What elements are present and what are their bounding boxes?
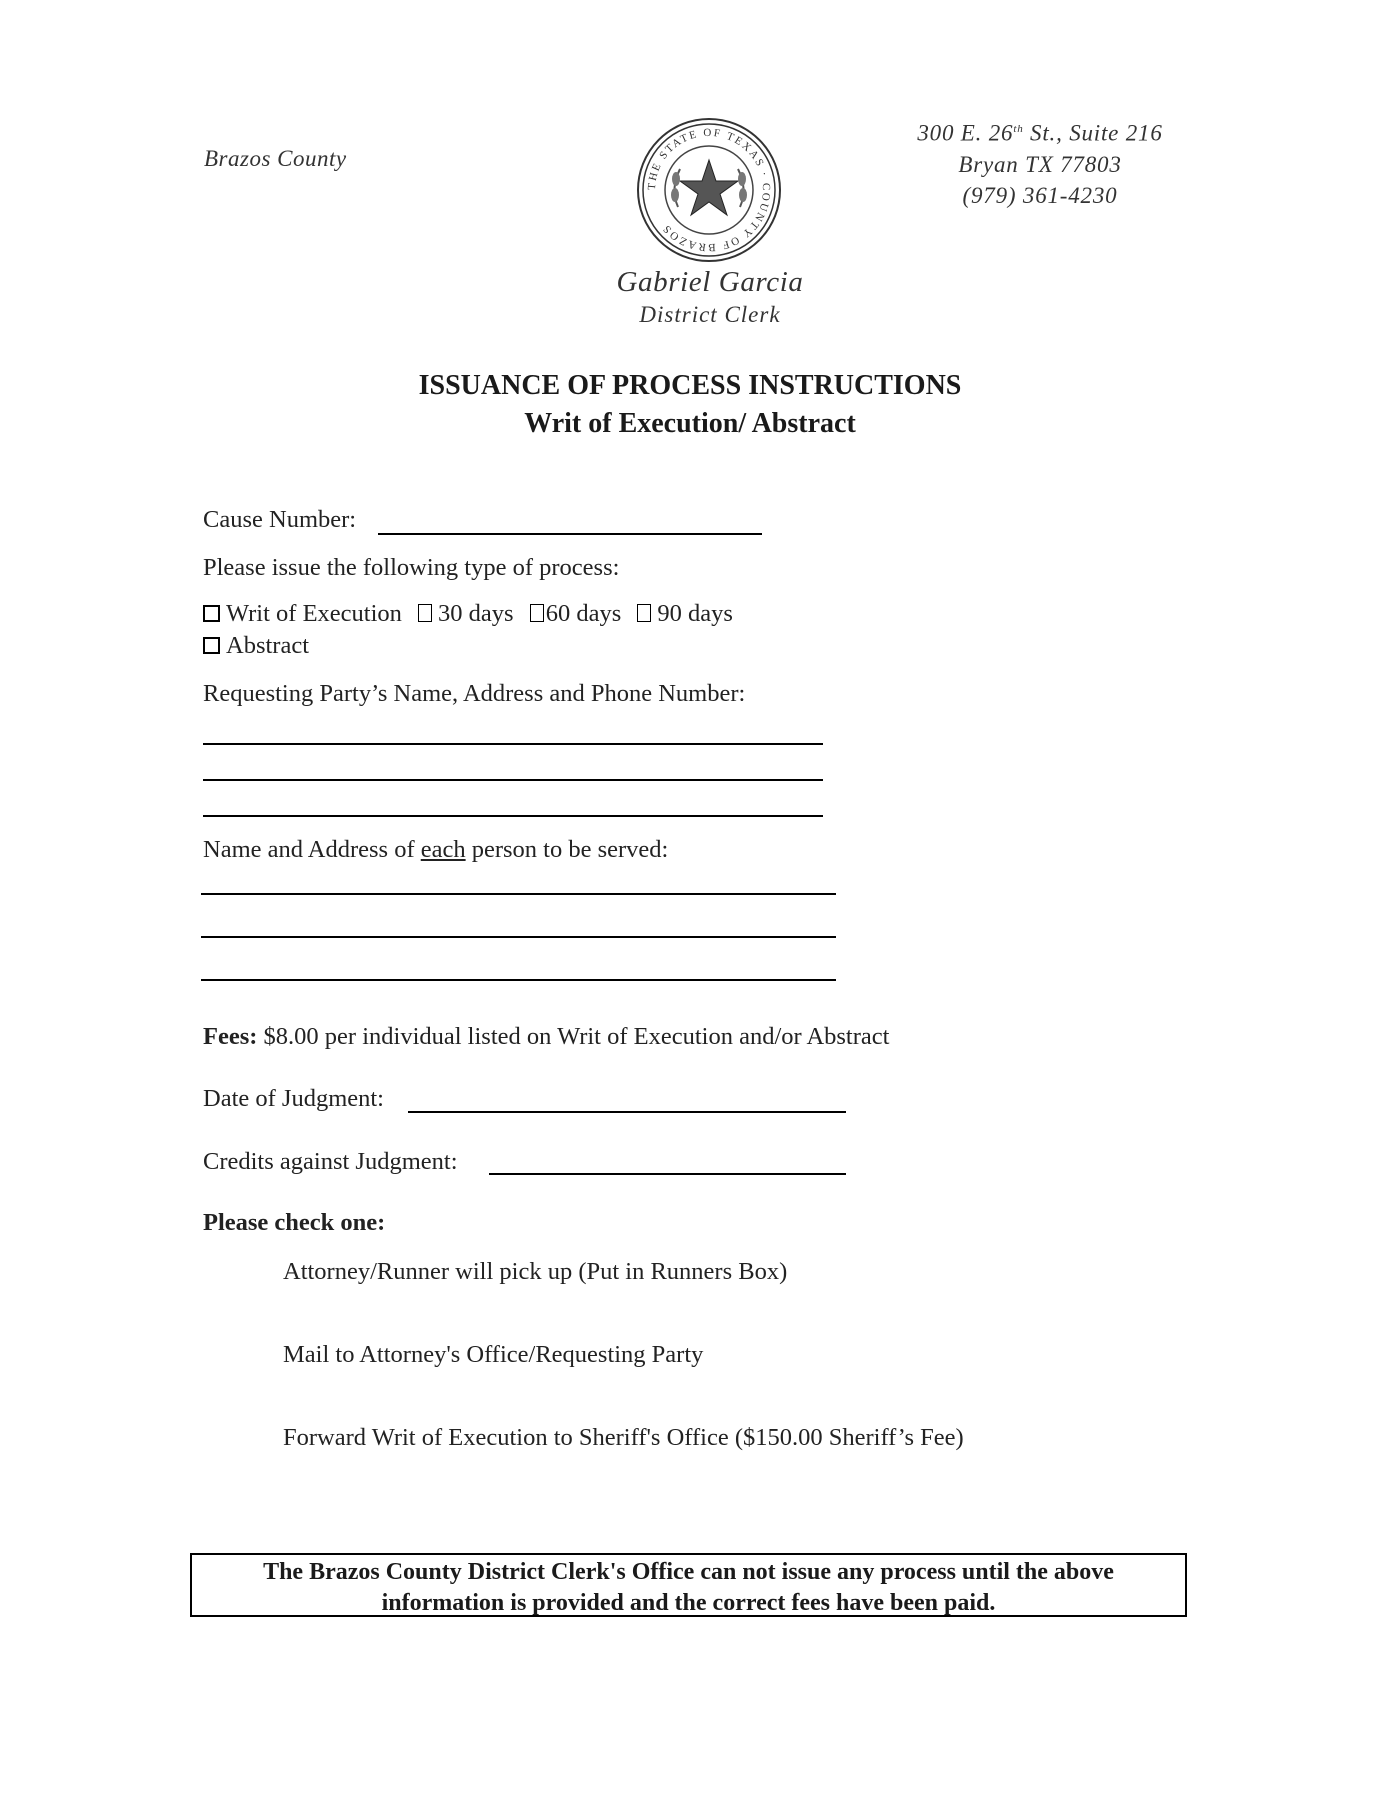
process-prompt: Please issue the following type of process:: [203, 554, 620, 581]
seal-text: THE STATE OF TEXAS · COUNTY OF BRAZOS: [645, 126, 773, 254]
writ-options-row: [203, 600, 733, 628]
abstract-checkbox[interactable]: [203, 637, 220, 654]
requesting-party-field-1[interactable]: [203, 743, 823, 745]
days-60-checkbox[interactable]: [530, 604, 544, 622]
check-one-label: Please check one:: [203, 1209, 386, 1236]
clerk-title: District Clerk: [639, 302, 781, 327]
option-mail[interactable]: Mail to Attorney's Office/Requesting Party: [283, 1341, 704, 1368]
served-person-field-2[interactable]: [201, 936, 836, 938]
days-30-checkbox[interactable]: [418, 604, 432, 622]
cause-number-field[interactable]: [378, 533, 762, 535]
abstract-option-row: [203, 632, 309, 660]
judgment-date-label: Date of Judgment:: [203, 1085, 384, 1112]
served-person-field-3[interactable]: [201, 979, 836, 981]
credits-field[interactable]: [489, 1173, 846, 1175]
form-subtitle: Writ of Execution/ Abstract: [524, 408, 856, 439]
clerk-address: [880, 114, 1200, 211]
option-sheriff[interactable]: Forward Writ of Execution to Sheriff's Office ($150.00 Sheriff’s Fee): [283, 1424, 964, 1451]
clerk-name: Gabriel Garcia: [616, 266, 804, 298]
credits-label: Credits against Judgment:: [203, 1148, 458, 1175]
requesting-party-field-3[interactable]: [203, 815, 823, 817]
days-90-checkbox[interactable]: [637, 604, 651, 622]
cause-number-label: Cause Number:: [203, 506, 357, 533]
writ-label: Writ of Execution: [226, 600, 402, 627]
served-persons-label: Name and Address of each person to be served:: [203, 836, 669, 863]
requesting-party-label: Requesting Party’s Name, Address and Phone Number:: [203, 680, 746, 707]
county-name: Brazos County: [204, 146, 347, 171]
notice-line-2: information is provided and the correct fees have been paid.: [381, 1590, 996, 1616]
abstract-label: Abstract: [226, 632, 309, 659]
writ-checkbox[interactable]: [203, 605, 220, 622]
address-line-2: Bryan TX 77803: [958, 151, 1122, 177]
judgment-date-field[interactable]: [408, 1111, 846, 1113]
fees-line: Fees: $8.00 per individual listed on Writ of Execution and/or Abstract: [203, 1023, 890, 1050]
address-line-1: 300 E. 26th St., Suite 216: [917, 120, 1163, 146]
days-30-label: 30 days: [438, 600, 514, 627]
form-title: ISSUANCE OF PROCESS INSTRUCTIONS: [418, 370, 962, 401]
notice-line-1: The Brazos County District Clerk's Office can not issue any process until the above: [263, 1559, 1114, 1585]
address-phone: (979) 361-4230: [962, 182, 1118, 208]
notice-box: [190, 1553, 1187, 1617]
requesting-party-field-2[interactable]: [203, 779, 823, 781]
days-60-label: 60 days: [545, 600, 622, 627]
option-pickup[interactable]: Attorney/Runner will pick up (Put in Runners Box): [283, 1258, 788, 1285]
days-90-label: 90 days: [657, 600, 733, 627]
county-seal-icon: [636, 117, 782, 263]
served-person-field-1[interactable]: [201, 893, 836, 895]
